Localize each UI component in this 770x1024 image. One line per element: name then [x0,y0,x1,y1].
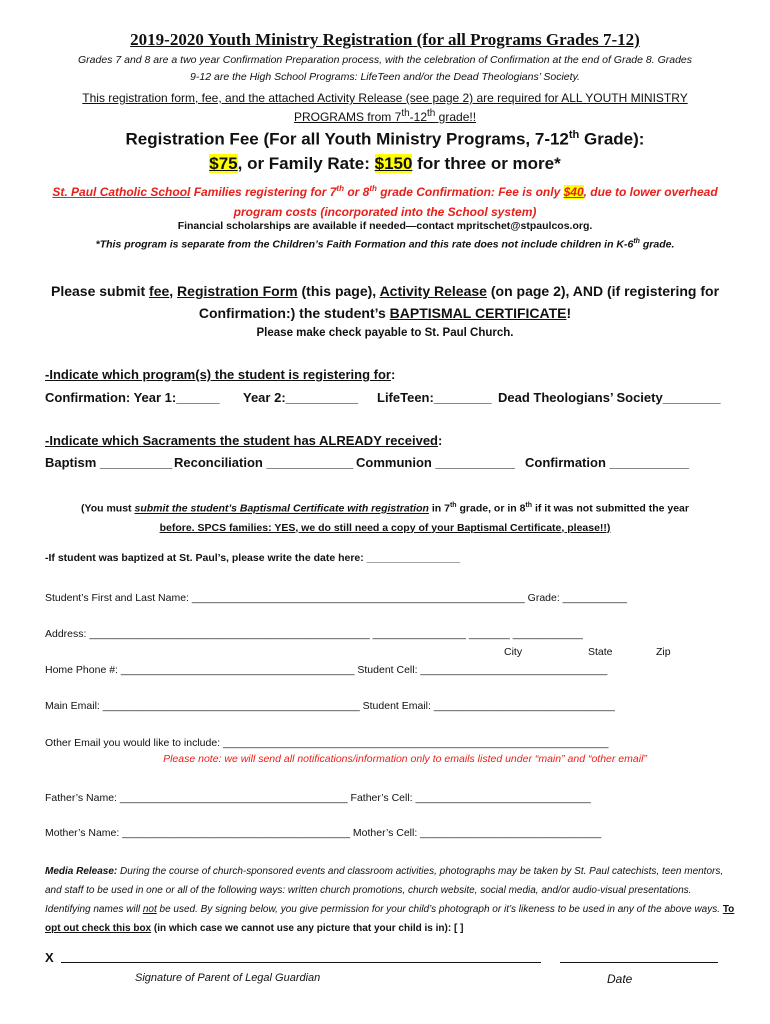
spcs-line-2: program costs (incorporated into the School system) [233,205,537,219]
separate-part: *This program is separate from the Children’s Faith Formation and this rate does not include children in K-6 [95,238,634,251]
financial-scholarship-note: Financial scholarships are available if needed—contact mpritschet@stpaulcos.org. [177,220,593,232]
intro-line-2: 9-12 are the High School Programs: LifeTeen and/or the Dead Theologians’ Society. [190,71,580,83]
signature-x: X [45,950,54,965]
fee-rate-text: , or Family Rate: [237,154,375,173]
submit-part: ! [566,305,572,321]
submit-release: Activity Release [379,283,487,299]
city-label: City [504,646,523,658]
note-line-1 [40,496,730,519]
submission-instructions [30,280,740,324]
baptismal-certificate-note [40,496,730,538]
fee-heading [0,129,770,150]
program-lifeteen[interactable]: LifeTeen:________ [377,390,492,405]
spcs-part: or 8 [343,185,370,199]
note-part: grade, or in 8 [456,502,526,515]
requirement-line-2 [40,106,730,125]
requirement-text [40,90,730,125]
submit-part: (this page), [297,283,380,299]
separate-program-note [0,238,770,251]
date-line[interactable] [560,962,718,963]
opt-out-checkbox[interactable]: (in which case we cannot use any picture that your child is in): [ ] [151,923,464,934]
state-label: State [588,646,613,658]
submit-part: Please submit [50,283,150,299]
superscript: th [401,108,410,119]
signature-caption: Signature of Parent of Legal Guardian [135,972,321,984]
email-note: Please note: we will send all notifications/information only to emails listed under “main” and “other email” [163,753,647,765]
fee-heading-part: Grade): [579,129,645,149]
submit-part: Confirmation:) the student’s [198,305,390,321]
submit-line-2 [30,302,740,324]
note-line-2: before. SPCS families: YES, we do still need a copy of your Baptismal Certificate, please!!) [159,521,611,534]
note-part: (You must [81,502,135,515]
spcs-part: Families registering for 7 [190,185,337,199]
date-caption: Date [607,972,633,986]
program-year2[interactable]: Year 2:__________ [243,390,358,405]
signature-line[interactable] [61,962,541,963]
fee-amount: $75 [209,154,238,173]
requirement-part: PROGRAMS from 7 [293,110,402,124]
sacrament-heading [45,433,442,448]
submit-line-1 [30,280,740,302]
page-title: 2019-2020 Youth Ministry Registration (for all Programs Grades 7-12) [130,30,640,49]
requirement-line-1: This registration form, fee, and the attached Activity Release (see page 2) are required for ALL YOUTH MINISTRY [82,91,688,105]
intro-line-1: Grades 7 and 8 are a two year Confirmation Preparation process, with the celebration of Confirmation at the end of Grade 8. Grades [78,54,692,66]
sacrament-heading-colon: : [438,433,443,448]
superscript: th [568,129,580,141]
fee-rates [0,154,770,174]
separate-part: grade. [639,238,675,251]
spcs-part: , due to lower overhead [583,185,718,199]
spcs-part: grade Confirmation: Fee is only [376,185,564,199]
intro-text [40,52,730,86]
fee-rate-text: for three or more* [412,154,561,173]
other-email-field[interactable]: Other Email you would like to include: __________________________________________________________________ [45,737,609,749]
address-field[interactable]: Address: ________________________________________________ ________________ _______ ____________ [45,628,583,640]
sacrament-baptism[interactable]: Baptism __________ [45,455,173,470]
submit-certificate: BAPTISMAL CERTIFICATE [389,305,567,321]
sacrament-reconciliation[interactable]: Reconciliation ____________ [174,455,354,470]
sacrament-confirmation[interactable]: Confirmation ___________ [525,455,690,470]
superscript: th [427,108,436,119]
superscript: th [449,502,457,509]
spcs-line-1 [30,179,740,202]
submit-form: Registration Form [177,283,298,299]
media-release-text: During the course of church-sponsored events and classroom activities, photographs may be taken by St. Paul catechists, teen mentors, and staff to be used in one or all of the following ways: written church promotions, church website, social media, and/or audio-visual presentations. Identifying names will [45,866,724,915]
note-part: if it was not submitted the year [532,502,689,515]
submit-fee: fee [149,283,170,299]
requirement-part: grade!! [435,110,477,124]
requirement-part: -12 [409,110,427,124]
home-phone-field[interactable]: Home Phone #: ________________________________________ Student Cell: ________________________________ [45,664,608,676]
program-heading-colon: : [391,367,396,382]
father-name-field[interactable]: Father’s Name: _______________________________________ Father’s Cell: ______________________________ [45,792,591,804]
submit-part: , [169,283,178,299]
mother-name-field[interactable]: Mother’s Name: _______________________________________ Mother’s Cell: _______________________________ [45,827,602,839]
student-name-field[interactable]: Student’s First and Last Name: _________________________________________________________ Grade: ___________ [45,592,627,604]
media-release-label: Media Release: [45,866,118,877]
note-underlined: submit the student’s Baptismal Certificate with registration [134,502,429,515]
program-confirmation-year1[interactable]: Confirmation: Year 1:______ [45,390,220,405]
baptism-date-field[interactable]: -If student was baptized at St. Paul’s, please write the date here: ________________ [45,552,461,564]
sacrament-communion[interactable]: Communion ___________ [356,455,515,470]
media-not: not [142,904,157,915]
superscript: th [336,184,344,193]
superscript: th [633,238,640,245]
superscript: th [369,184,377,193]
school-name: St. Paul Catholic School [52,185,191,199]
spcs-fee-amount: $40 [563,185,584,199]
main-email-field[interactable]: Main Email: ____________________________________________ Student Email: _______________________________ [45,700,615,712]
sacrament-heading-text: -Indicate which Sacraments the student has ALREADY received [45,433,439,448]
note-part: in 7 [428,502,450,515]
family-fee-amount: $150 [374,154,413,173]
fee-heading-part: Registration Fee (For all Youth Ministry Programs, 7-12 [125,129,569,149]
program-heading [45,367,395,382]
submit-part: (on page 2), AND (if registering for [486,283,720,299]
program-dead-theologians[interactable]: Dead Theologians’ Society________ [498,390,721,405]
program-heading-text: -Indicate which program(s) the student is registering for [45,367,391,382]
spcs-fee-note [30,179,740,222]
opt-out-label: To opt out check this box [45,904,735,934]
payable-note: Please make check payable to St. Paul Church. [256,327,514,339]
superscript: th [525,502,533,509]
zip-label: Zip [656,646,671,658]
media-release-text: be used. By signing below, you give permission for your child’s photograph or it’s likeness to be used in any of the above ways. [156,904,723,915]
media-release [45,862,735,938]
